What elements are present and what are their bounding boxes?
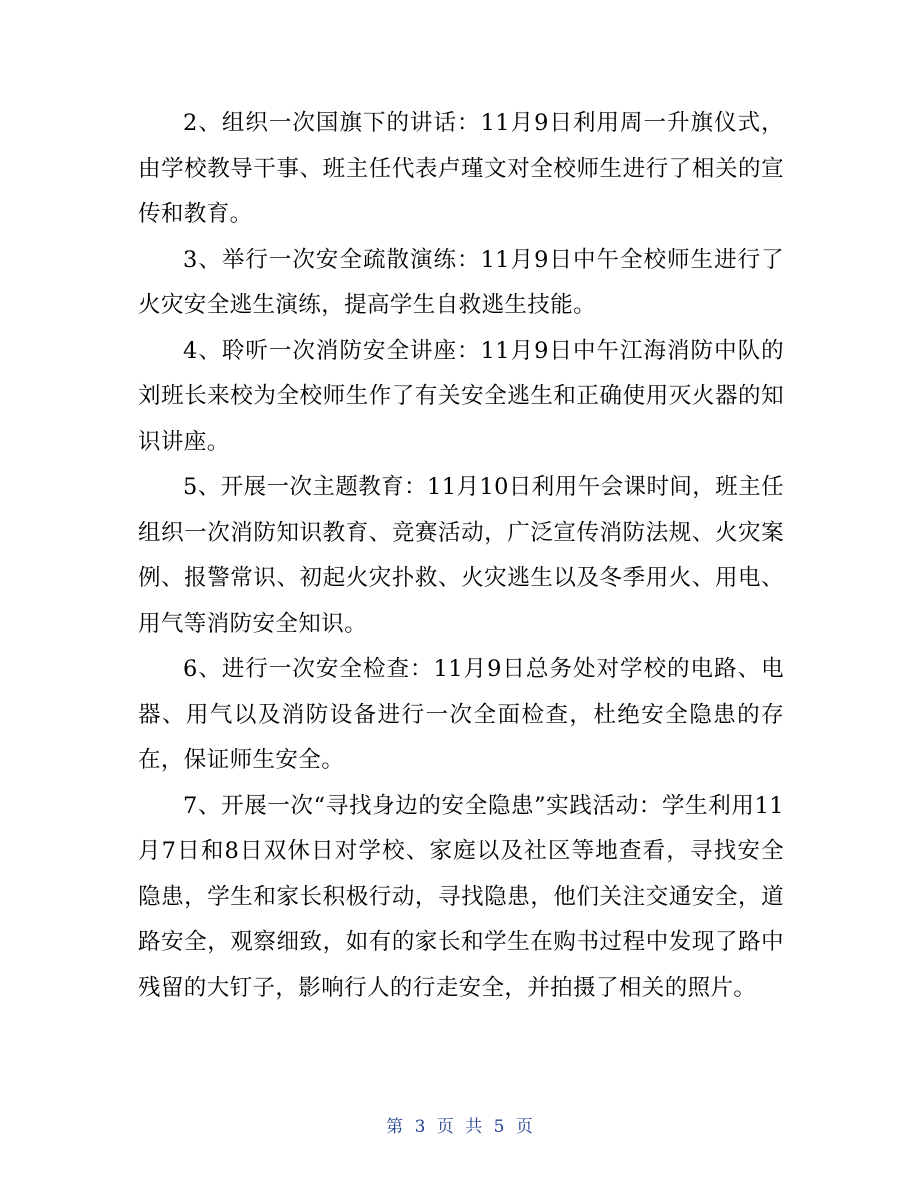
footer-prefix: 第: [386, 1117, 405, 1137]
footer-total-prefix: 共: [465, 1117, 484, 1137]
paragraph-item-4: 4、聆听一次消防安全讲座：11月9日中午江海消防中队的刘班长来校为全校师生作了有关安全逃生和正确使用灭火器的知识讲座。: [138, 337, 784, 455]
paragraph-item-7: 7、开展一次“寻找身边的安全隐患”实践活动：学生利用11月7日和8日双休日对学校、家庭以及社区等地查看，寻找安全隐患，学生和家长积极行动，寻找隐患，他们关注交通安全，道路安全，观察细致，如有的家长和学生在购书过程中发现了路中残留的大钉子，影响行人的行走安全，并拍摄了相关的照片。: [138, 792, 784, 1001]
footer-total-unit: 页: [515, 1117, 534, 1137]
document-body: [138, 101, 784, 1011]
paragraph-item-6: 6、进行一次安全检查：11月9日总务处对学校的电路、电器、用气以及消防设备进行一次全面检查，杜绝安全隐患的存在，保证师生安全。: [138, 656, 784, 773]
footer-total-pages: 5: [493, 1117, 506, 1137]
page-footer: [0, 1112, 920, 1137]
footer-page-unit: 页: [436, 1117, 455, 1137]
paragraph-item-5: 5、开展一次主题教育：11月10日利用午会课时间，班主任组织一次消防知识教育、竞赛活动，广泛宣传消防法规、火灾案例、报警常识、初起火灾扑救、火灾逃生以及冬季用火、用电、用气等消防安全知识。: [138, 474, 784, 637]
paragraph-item-2: 2、组织一次国旗下的讲话：11月9日利用周一升旗仪式，由学校教导干事、班主任代表卢瑾文对全校师生进行了相关的宣传和教育。: [138, 110, 784, 227]
footer-current-page: 3: [414, 1117, 427, 1137]
paragraph-item-3: 3、举行一次安全疏散演练：11月9日中午全校师生进行了火灾安全逃生演练，提高学生自救逃生技能。: [138, 246, 784, 318]
